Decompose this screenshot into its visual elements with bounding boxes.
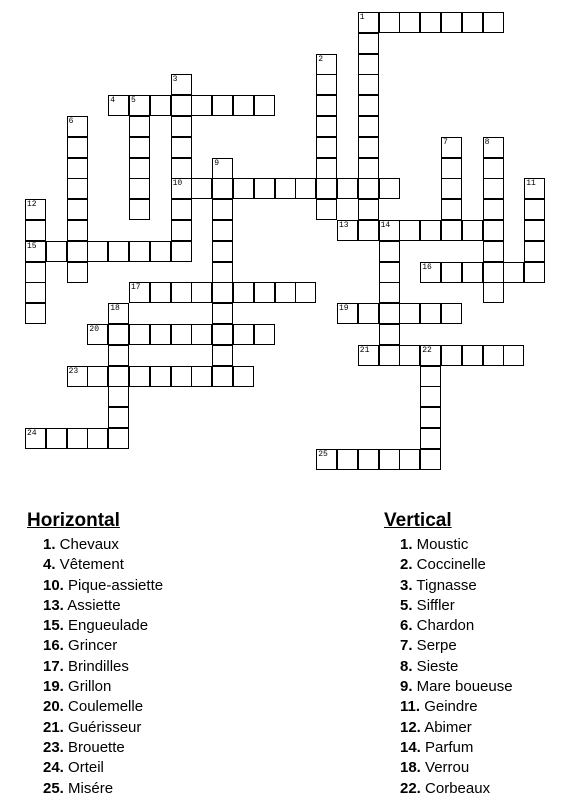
clue-item (43, 555, 163, 575)
clue-number: 1. (43, 536, 56, 553)
grid-cell[interactable] (254, 282, 275, 303)
grid-cell[interactable] (67, 241, 88, 262)
grid-cell[interactable] (67, 178, 88, 199)
grid-cell[interactable] (524, 262, 545, 283)
clue-text: Sieste (412, 657, 459, 675)
grid-cell[interactable] (399, 12, 420, 33)
clue-text: Orteil (63, 759, 104, 777)
cell-number: 14 (380, 221, 391, 230)
grid-cell[interactable] (171, 178, 192, 199)
grid-cell[interactable] (358, 54, 379, 75)
horizontal-heading: Horizontal (27, 510, 120, 531)
clue-number: 22. (400, 779, 421, 797)
cell-number: 4 (110, 96, 115, 106)
grid-cell[interactable] (212, 220, 233, 241)
grid-cell[interactable] (150, 324, 171, 345)
grid-cell[interactable] (337, 449, 358, 470)
grid-cell[interactable] (212, 262, 233, 283)
grid-cell[interactable] (212, 282, 233, 303)
grid-cell[interactable] (358, 303, 379, 324)
clue-number: 10. (43, 576, 64, 594)
grid-cell[interactable] (524, 241, 545, 262)
grid-cell[interactable] (420, 220, 441, 241)
grid-cell[interactable] (87, 366, 108, 387)
grid-cell[interactable] (254, 324, 275, 345)
grid-cell[interactable] (212, 324, 233, 345)
grid-cell[interactable] (46, 428, 67, 449)
clue-item (400, 677, 513, 697)
grid-cell[interactable] (233, 95, 254, 116)
grid-cell[interactable] (212, 95, 233, 116)
cell-number: 15 (27, 241, 37, 251)
clue-text: Coccinelle (412, 556, 486, 574)
grid-cell[interactable] (25, 262, 46, 283)
grid-cell[interactable] (441, 158, 462, 179)
clue-item (400, 596, 513, 616)
grid-cell[interactable] (108, 345, 129, 366)
grid-cell[interactable] (212, 241, 233, 262)
clue-item (400, 718, 513, 738)
cell-number: 7 (443, 137, 448, 147)
grid-cell[interactable] (379, 282, 400, 303)
clue-item (400, 738, 513, 758)
clue-item (43, 576, 163, 596)
clue-text: Abimer (420, 718, 472, 736)
grid-cell[interactable] (358, 12, 379, 33)
grid-cell[interactable] (358, 220, 379, 241)
grid-cell[interactable] (420, 345, 441, 366)
grid-cell[interactable] (67, 158, 88, 179)
clue-text: Mare boueuse (412, 678, 513, 696)
grid-cell[interactable] (524, 178, 545, 199)
cell-number: 18 (110, 304, 120, 314)
clue-text: Pique-assiette (63, 576, 164, 594)
grid-cell[interactable] (358, 178, 379, 199)
grid-cell[interactable] (171, 158, 192, 179)
grid-cell[interactable] (358, 116, 379, 137)
grid-cell[interactable] (379, 449, 400, 470)
grid-cell[interactable] (87, 241, 108, 262)
grid-cell[interactable] (171, 366, 192, 387)
clue-item (43, 697, 163, 717)
grid-cell[interactable] (108, 324, 129, 345)
grid-cell[interactable] (316, 449, 337, 470)
grid-cell[interactable] (441, 220, 462, 241)
grid-cell[interactable] (129, 241, 150, 262)
clue-number: 21. (43, 718, 64, 736)
clue-number: 17. (43, 657, 64, 675)
grid-cell[interactable] (316, 74, 337, 95)
grid-cell[interactable] (129, 95, 150, 116)
grid-cell[interactable] (254, 95, 275, 116)
cell-number: 11 (526, 179, 536, 189)
clue-item (43, 758, 163, 778)
grid-cell[interactable] (191, 366, 212, 387)
grid-cell[interactable] (150, 241, 171, 262)
cell-number: 9 (214, 158, 219, 168)
grid-cell[interactable] (212, 199, 233, 220)
clue-number: 7. (400, 637, 413, 655)
clue-number: 5. (400, 596, 413, 614)
grid-cell[interactable] (316, 158, 337, 179)
clue-number: 18. (400, 759, 421, 777)
clue-text: Coulemelle (63, 698, 144, 716)
grid-cell[interactable] (420, 407, 441, 428)
grid-cell[interactable] (87, 428, 108, 449)
cell-number: 21 (359, 345, 370, 355)
grid-cell[interactable] (212, 158, 233, 179)
grid-cell[interactable] (379, 178, 400, 199)
clue-item (400, 779, 513, 799)
grid-cell[interactable] (25, 220, 46, 241)
grid-cell[interactable] (316, 178, 337, 199)
grid-cell[interactable] (441, 12, 462, 33)
cell-number: 10 (172, 179, 183, 189)
grid-cell[interactable] (295, 282, 316, 303)
clue-number: 2. (400, 556, 413, 574)
grid-cell[interactable] (379, 220, 400, 241)
clue-item (43, 616, 163, 636)
grid-cell[interactable] (233, 366, 254, 387)
grid-cell[interactable] (108, 303, 129, 324)
grid-cell[interactable] (191, 178, 212, 199)
clue-item (43, 677, 163, 697)
grid-cell[interactable] (25, 282, 46, 303)
clue-text: Brouette (63, 738, 125, 756)
grid-cell[interactable] (358, 33, 379, 54)
grid-cell[interactable] (358, 137, 379, 158)
clue-text: Serpe (412, 637, 457, 655)
clue-item (400, 758, 513, 778)
grid-cell[interactable] (129, 116, 150, 137)
grid-cell[interactable] (67, 366, 88, 387)
clue-text: Tignasse (412, 576, 477, 594)
grid-cell[interactable] (67, 428, 88, 449)
clue-text: Corbeaux (420, 779, 491, 797)
clue-number: 20. (43, 698, 64, 716)
grid-cell[interactable] (358, 158, 379, 179)
cell-number: 5 (131, 96, 136, 106)
clue-item (400, 555, 513, 575)
clue-item (400, 697, 513, 717)
grid-cell[interactable] (462, 12, 483, 33)
cell-number: 19 (339, 304, 349, 314)
grid-cell[interactable] (129, 366, 150, 387)
clue-text: Geindre (420, 698, 478, 716)
grid-cell[interactable] (441, 178, 462, 199)
clue-number: 24. (43, 759, 64, 777)
grid-cell[interactable] (129, 199, 150, 220)
grid-cell[interactable] (420, 386, 441, 407)
clue-item (43, 779, 163, 799)
grid-cell[interactable] (171, 74, 192, 95)
clue-item (43, 636, 163, 656)
grid-cell[interactable] (129, 137, 150, 158)
cell-number: 13 (339, 221, 349, 230)
cell-number: 6 (68, 117, 74, 126)
vertical-clue-list (384, 535, 513, 799)
grid-cell[interactable] (358, 95, 379, 116)
grid-cell[interactable] (524, 199, 545, 220)
grid-cell[interactable] (233, 324, 254, 345)
grid-cell[interactable] (212, 345, 233, 366)
grid-cell[interactable] (399, 345, 420, 366)
cell-number: 23 (68, 366, 79, 376)
clue-number: 25. (43, 779, 64, 797)
clue-number: 16. (43, 637, 64, 655)
clue-number: 3. (400, 576, 413, 594)
grid-cell[interactable] (503, 262, 524, 283)
clue-number: 4. (43, 556, 56, 574)
grid-cell[interactable] (191, 282, 212, 303)
clue-text: Chardon (412, 617, 475, 635)
clue-number: 23. (43, 738, 64, 756)
grid-cell[interactable] (483, 345, 504, 366)
grid-cell[interactable] (171, 241, 192, 262)
grid-cell[interactable] (67, 262, 88, 283)
grid-cell[interactable] (379, 241, 400, 262)
grid-cell[interactable] (129, 324, 150, 345)
grid-cell[interactable] (483, 241, 504, 262)
grid-cell[interactable] (358, 74, 379, 95)
clue-item (43, 657, 163, 677)
grid-cell[interactable] (87, 324, 108, 345)
grid-cell[interactable] (150, 282, 171, 303)
grid-cell[interactable] (399, 303, 420, 324)
clue-number: 1. (400, 536, 413, 553)
cell-number: 16 (422, 262, 432, 272)
grid-cell[interactable] (462, 220, 483, 241)
clue-number: 9. (400, 678, 413, 696)
grid-cell[interactable] (67, 116, 88, 137)
cell-number: 22 (422, 345, 432, 355)
clue-text: Assiette (63, 596, 121, 614)
vertical-heading: Vertical (384, 510, 452, 531)
grid-cell[interactable] (171, 116, 192, 137)
grid-cell[interactable] (337, 303, 358, 324)
grid-cell[interactable] (171, 324, 192, 345)
grid-cell[interactable] (233, 178, 254, 199)
grid-cell[interactable] (483, 220, 504, 241)
grid-cell[interactable] (108, 241, 129, 262)
grid-cell[interactable] (150, 366, 171, 387)
grid-cell[interactable] (191, 95, 212, 116)
grid-cell[interactable] (337, 220, 358, 241)
clue-number: 11. (400, 698, 421, 716)
clue-text: Grillon (63, 678, 112, 696)
grid-cell[interactable] (462, 262, 483, 283)
grid-cell[interactable] (108, 386, 129, 407)
grid-cell[interactable] (441, 199, 462, 220)
grid-cell[interactable] (483, 137, 504, 158)
grid-cell[interactable] (275, 282, 296, 303)
grid-cell[interactable] (25, 241, 46, 262)
grid-cell[interactable] (212, 303, 233, 324)
clue-text: Moustic (412, 536, 469, 553)
clue-text: Vêtement (55, 556, 124, 574)
grid-cell[interactable] (420, 428, 441, 449)
cell-number: 8 (484, 137, 490, 147)
clue-text: Brindilles (63, 657, 129, 675)
grid-cell[interactable] (150, 95, 171, 116)
clue-text: Engueulade (63, 617, 149, 635)
grid-cell[interactable] (171, 199, 192, 220)
grid-cell[interactable] (441, 262, 462, 283)
clue-number: 14. (400, 738, 421, 756)
grid-cell[interactable] (337, 178, 358, 199)
grid-cell[interactable] (420, 449, 441, 470)
clue-text: Guérisseur (63, 718, 142, 736)
vertical-clues (384, 509, 513, 799)
cell-number: 1 (359, 13, 365, 22)
grid-cell[interactable] (316, 54, 337, 75)
grid-cell[interactable] (108, 95, 129, 116)
clue-item (43, 535, 163, 555)
grid-cell[interactable] (171, 137, 192, 158)
grid-cell[interactable] (399, 449, 420, 470)
grid-cell[interactable] (129, 282, 150, 303)
clue-text: Verrou (420, 759, 470, 777)
grid-cell[interactable] (379, 303, 400, 324)
grid-cell[interactable] (67, 220, 88, 241)
grid-cell[interactable] (379, 12, 400, 33)
grid-cell[interactable] (420, 262, 441, 283)
clue-text: Parfum (420, 738, 474, 756)
grid-cell[interactable] (316, 199, 337, 220)
grid-cell[interactable] (420, 12, 441, 33)
clue-text: Misére (63, 779, 114, 797)
grid-cell[interactable] (441, 137, 462, 158)
grid-cell[interactable] (379, 345, 400, 366)
clue-number: 8. (400, 657, 413, 675)
cell-number: 25 (318, 449, 328, 459)
clue-item (43, 718, 163, 738)
grid-cell[interactable] (379, 324, 400, 345)
grid-cell[interactable] (46, 241, 67, 262)
clue-item (400, 616, 513, 636)
grid-cell[interactable] (483, 199, 504, 220)
grid-cell[interactable] (524, 220, 545, 241)
grid-cell[interactable] (441, 345, 462, 366)
grid-cell[interactable] (420, 303, 441, 324)
cell-number: 17 (131, 283, 141, 293)
grid-cell[interactable] (316, 137, 337, 158)
grid-cell[interactable] (358, 199, 379, 220)
grid-cell[interactable] (295, 178, 316, 199)
grid-cell[interactable] (483, 158, 504, 179)
clue-number: 15. (43, 617, 64, 635)
grid-cell[interactable] (191, 324, 212, 345)
horizontal-clue-list (27, 535, 163, 799)
cell-number: 24 (27, 429, 37, 438)
grid-cell[interactable] (129, 178, 150, 199)
clue-number: 12. (400, 718, 421, 736)
horizontal-clues (27, 509, 163, 799)
grid-cell[interactable] (316, 95, 337, 116)
grid-cell[interactable] (358, 449, 379, 470)
grid-cell[interactable] (483, 12, 504, 33)
clue-number: 13. (43, 596, 64, 614)
grid-cell[interactable] (108, 407, 129, 428)
grid-cell[interactable] (275, 178, 296, 199)
grid-cell[interactable] (254, 178, 275, 199)
grid-cell[interactable] (483, 178, 504, 199)
grid-cell[interactable] (171, 220, 192, 241)
cell-number: 3 (172, 75, 178, 85)
grid-cell[interactable] (483, 282, 504, 303)
grid-cell[interactable] (171, 95, 192, 116)
clue-item (400, 535, 513, 555)
grid-cell[interactable] (316, 116, 337, 137)
grid-cell[interactable] (25, 303, 46, 324)
grid-cell[interactable] (399, 220, 420, 241)
grid-cell[interactable] (483, 262, 504, 283)
clue-text: Chevaux (55, 536, 119, 553)
clue-item (400, 636, 513, 656)
cell-number: 2 (318, 54, 323, 64)
grid-cell[interactable] (441, 303, 462, 324)
clue-item (43, 738, 163, 758)
grid-cell[interactable] (25, 428, 46, 449)
clue-number: 19. (43, 678, 64, 696)
clue-item (400, 576, 513, 596)
clue-item (43, 596, 163, 616)
grid-cell[interactable] (358, 345, 379, 366)
grid-cell[interactable] (171, 282, 192, 303)
grid-cell[interactable] (233, 282, 254, 303)
clue-item (400, 657, 513, 677)
grid-cell[interactable] (420, 366, 441, 387)
cell-number: 12 (27, 200, 37, 210)
clue-text: Grincer (63, 637, 118, 655)
grid-cell[interactable] (108, 366, 129, 387)
grid-cell[interactable] (25, 199, 46, 220)
grid-cell[interactable] (212, 178, 233, 199)
clue-text: Siffler (412, 596, 455, 614)
grid-cell[interactable] (462, 345, 483, 366)
grid-cell[interactable] (108, 428, 129, 449)
grid-cell[interactable] (129, 158, 150, 179)
cell-number: 20 (89, 325, 99, 334)
grid-cell[interactable] (67, 137, 88, 158)
grid-cell[interactable] (67, 199, 88, 220)
grid-cell[interactable] (379, 262, 400, 283)
clue-number: 6. (400, 617, 413, 635)
grid-cell[interactable] (212, 366, 233, 387)
grid-cell[interactable] (503, 345, 524, 366)
